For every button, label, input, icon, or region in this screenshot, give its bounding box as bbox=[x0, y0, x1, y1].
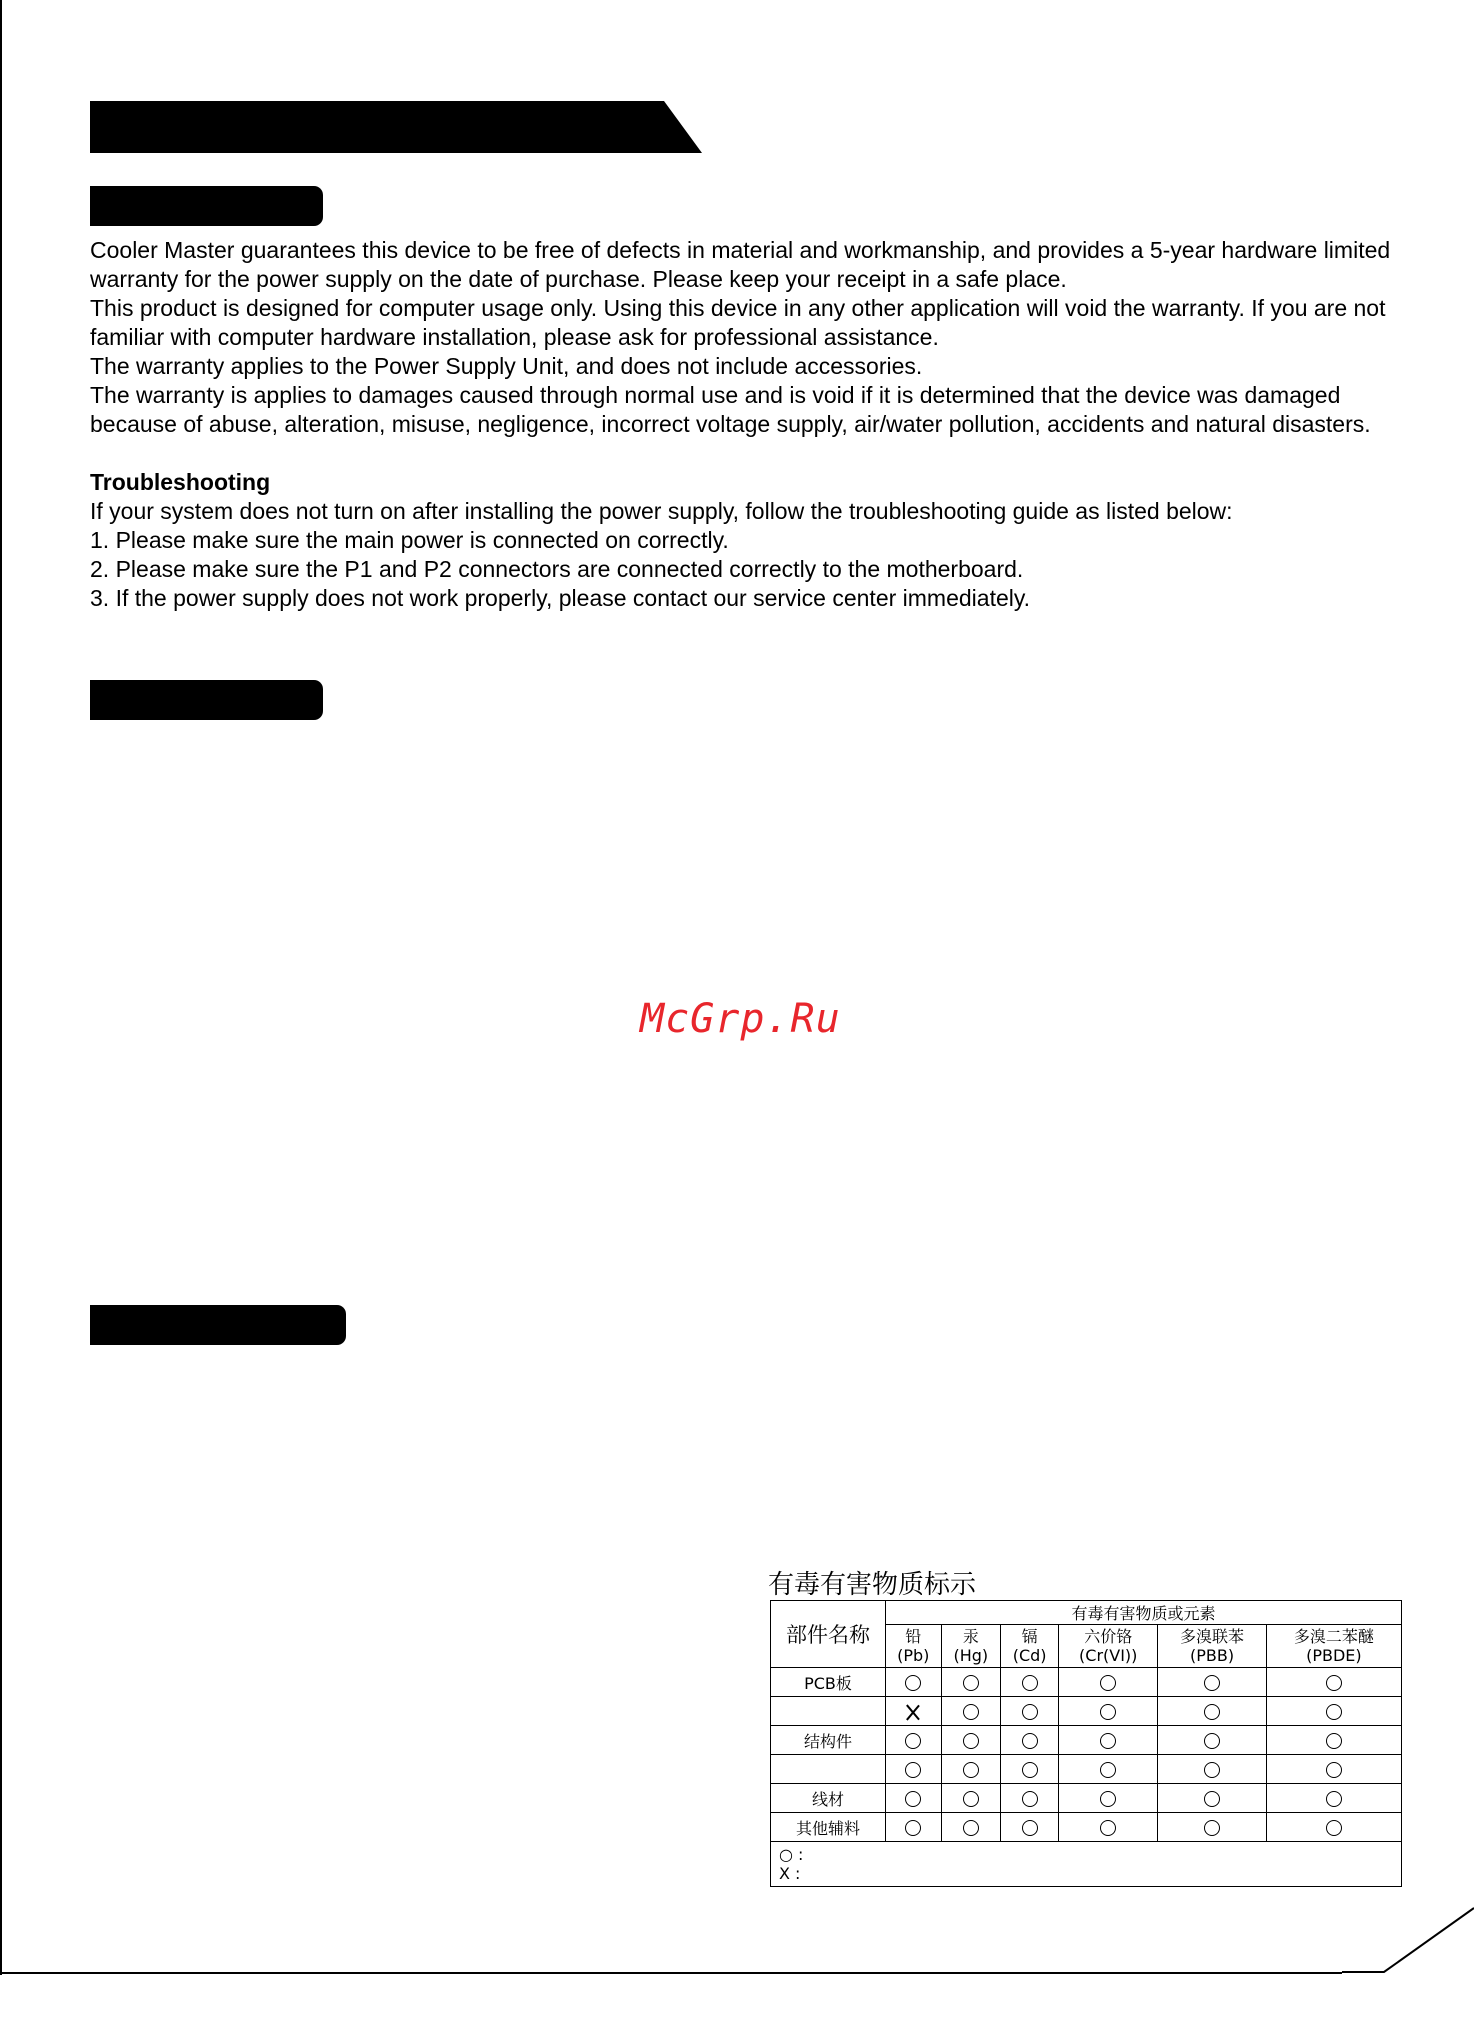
substance-mark-cell bbox=[941, 1668, 1001, 1697]
within-limit-mark bbox=[1100, 1675, 1116, 1691]
substance-mark-cell bbox=[1059, 1784, 1158, 1813]
troubleshooting-step: 1. Please make sure the main power is connected on correctly. bbox=[90, 527, 729, 553]
substance-header: 铅 (Pb) bbox=[886, 1625, 942, 1668]
substance-mark-cell bbox=[1158, 1668, 1266, 1697]
within-limit-mark bbox=[963, 1762, 979, 1778]
page-frame-bottom bbox=[0, 1972, 1342, 1974]
rohs-row bbox=[771, 1784, 1402, 1813]
substance-mark-cell bbox=[1266, 1755, 1401, 1784]
troubleshooting-step: 2. Please make sure the P1 and P2 connectors are connected correctly to the motherboard. bbox=[90, 556, 1024, 582]
within-limit-mark bbox=[1022, 1820, 1038, 1836]
substance-mark-cell bbox=[941, 1697, 1001, 1726]
rohs-row bbox=[771, 1813, 1402, 1842]
within-limit-mark bbox=[963, 1820, 979, 1836]
within-limit-mark bbox=[1204, 1675, 1220, 1691]
substance-mark-cell bbox=[941, 1784, 1001, 1813]
within-limit-mark bbox=[963, 1733, 979, 1749]
within-limit-mark bbox=[1326, 1675, 1342, 1691]
within-limit-mark bbox=[1100, 1791, 1116, 1807]
section-header-2 bbox=[90, 680, 323, 720]
substance-mark-cell bbox=[1001, 1755, 1059, 1784]
substance-mark-cell bbox=[1158, 1697, 1266, 1726]
substance-mark-cell bbox=[1266, 1697, 1401, 1726]
within-limit-mark bbox=[1022, 1704, 1038, 1720]
within-limit-mark bbox=[1326, 1733, 1342, 1749]
rohs-table bbox=[770, 1600, 1402, 1887]
substance-mark-cell bbox=[886, 1755, 942, 1784]
within-limit-mark bbox=[963, 1704, 979, 1720]
within-limit-mark bbox=[1204, 1733, 1220, 1749]
troubleshooting-heading: Troubleshooting bbox=[90, 469, 271, 495]
substance-group-header: 有毒有害物质或元素 bbox=[886, 1601, 1402, 1625]
substance-header: 镉 (Cd) bbox=[1001, 1625, 1059, 1668]
within-limit-mark bbox=[1100, 1820, 1116, 1836]
rohs-row bbox=[771, 1755, 1402, 1784]
within-limit-mark bbox=[1022, 1675, 1038, 1691]
part-name: 线材 bbox=[771, 1784, 886, 1813]
corner-decoration bbox=[1330, 1880, 1474, 1980]
part-name-header: 部件名称 bbox=[771, 1601, 886, 1668]
warranty-paragraph: This product is designed for computer usage only. Using this device in any other application will void the warranty. If you are not familiar with computer hardware installation, please ask for professional assistance. bbox=[90, 295, 1386, 350]
substance-mark-cell bbox=[1001, 1813, 1059, 1842]
legend-o: ○ : bbox=[779, 1845, 804, 1864]
within-limit-mark bbox=[963, 1675, 979, 1691]
warranty-text-block bbox=[90, 236, 1420, 613]
substance-mark-cell bbox=[1266, 1784, 1401, 1813]
substance-mark-cell bbox=[886, 1784, 942, 1813]
substance-mark-cell bbox=[1059, 1697, 1158, 1726]
within-limit-mark bbox=[1022, 1733, 1038, 1749]
troubleshooting-intro: If your system does not turn on after installing the power supply, follow the troubleshooting guide as listed below: bbox=[90, 498, 1233, 524]
within-limit-mark bbox=[1326, 1762, 1342, 1778]
substance-mark-cell bbox=[1059, 1813, 1158, 1842]
within-limit-mark bbox=[905, 1733, 921, 1749]
within-limit-mark bbox=[905, 1820, 921, 1836]
within-limit-mark bbox=[905, 1791, 921, 1807]
substance-mark-cell bbox=[1266, 1668, 1401, 1697]
within-limit-mark bbox=[1100, 1733, 1116, 1749]
substance-mark-cell bbox=[1001, 1668, 1059, 1697]
legend-x: X : bbox=[779, 1864, 801, 1883]
part-name: 结构件 bbox=[771, 1726, 886, 1755]
substance-mark-cell bbox=[1158, 1813, 1266, 1842]
warranty-section-header bbox=[90, 186, 323, 226]
within-limit-mark bbox=[1326, 1791, 1342, 1807]
substance-mark-cell bbox=[1001, 1726, 1059, 1755]
within-limit-mark bbox=[1022, 1762, 1038, 1778]
substance-mark-cell bbox=[1266, 1813, 1401, 1842]
substance-mark-cell bbox=[1001, 1784, 1059, 1813]
within-limit-mark bbox=[905, 1675, 921, 1691]
substance-mark-cell bbox=[1158, 1755, 1266, 1784]
within-limit-mark bbox=[1326, 1820, 1342, 1836]
rohs-row bbox=[771, 1726, 1402, 1755]
rohs-row bbox=[771, 1668, 1402, 1697]
within-limit-mark bbox=[1100, 1762, 1116, 1778]
substance-mark-cell bbox=[886, 1668, 942, 1697]
rohs-row bbox=[771, 1697, 1402, 1726]
substance-mark-cell bbox=[941, 1726, 1001, 1755]
warranty-paragraph: The warranty applies to the Power Supply Unit, and does not include accessories. bbox=[90, 353, 923, 379]
within-limit-mark bbox=[1100, 1704, 1116, 1720]
troubleshooting-step: 3. If the power supply does not work properly, please contact our service center immediately. bbox=[90, 585, 1031, 611]
page-frame-left bbox=[0, 0, 2, 1975]
section-title-bar bbox=[90, 101, 702, 153]
substance-header: 六价铬 (Cr(VI)) bbox=[1059, 1625, 1158, 1668]
exceeds-limit-mark bbox=[905, 1704, 921, 1720]
substance-mark-cell bbox=[1059, 1668, 1158, 1697]
substance-mark-cell bbox=[1266, 1726, 1401, 1755]
substance-mark-cell bbox=[1158, 1784, 1266, 1813]
substance-header: 汞 (Hg) bbox=[941, 1625, 1001, 1668]
within-limit-mark bbox=[1204, 1820, 1220, 1836]
substance-mark-cell bbox=[1001, 1697, 1059, 1726]
within-limit-mark bbox=[1022, 1791, 1038, 1807]
part-name bbox=[771, 1755, 886, 1784]
substance-mark-cell bbox=[1059, 1755, 1158, 1784]
substance-header: 多溴二苯醚 (PBDE) bbox=[1266, 1625, 1401, 1668]
part-name bbox=[771, 1697, 886, 1726]
rohs-legend bbox=[771, 1842, 1402, 1887]
part-name: PCB板 bbox=[771, 1668, 886, 1697]
substance-mark-cell bbox=[886, 1726, 942, 1755]
within-limit-mark bbox=[1204, 1762, 1220, 1778]
rohs-title: 有毒有害物质标示 bbox=[768, 1570, 977, 1600]
watermark: McGrp.Ru bbox=[640, 996, 841, 1042]
substance-header: 多溴联苯 (PBB) bbox=[1158, 1625, 1266, 1668]
substance-mark-cell bbox=[1059, 1726, 1158, 1755]
within-limit-mark bbox=[963, 1791, 979, 1807]
substance-mark-cell bbox=[886, 1697, 942, 1726]
within-limit-mark bbox=[1204, 1704, 1220, 1720]
warranty-paragraph: The warranty is applies to damages caused through normal use and is void if it is determined that the device was damaged because of abuse, alteration, misuse, negligence, incorrect voltage supply, air/water pollution, accidents and natural disasters. bbox=[90, 382, 1371, 437]
substance-mark-cell bbox=[941, 1813, 1001, 1842]
within-limit-mark bbox=[905, 1762, 921, 1778]
part-name: 其他辅料 bbox=[771, 1813, 886, 1842]
within-limit-mark bbox=[1326, 1704, 1342, 1720]
substance-mark-cell bbox=[1158, 1726, 1266, 1755]
within-limit-mark bbox=[1204, 1791, 1220, 1807]
substance-mark-cell bbox=[886, 1813, 942, 1842]
section-header-3 bbox=[90, 1305, 346, 1345]
substance-mark-cell bbox=[941, 1755, 1001, 1784]
warranty-paragraph: Cooler Master guarantees this device to be free of defects in material and workmanship, and provides a 5-year hardware limited warranty for the power supply on the date of purchase. Please keep your receipt in a safe place. bbox=[90, 237, 1391, 292]
